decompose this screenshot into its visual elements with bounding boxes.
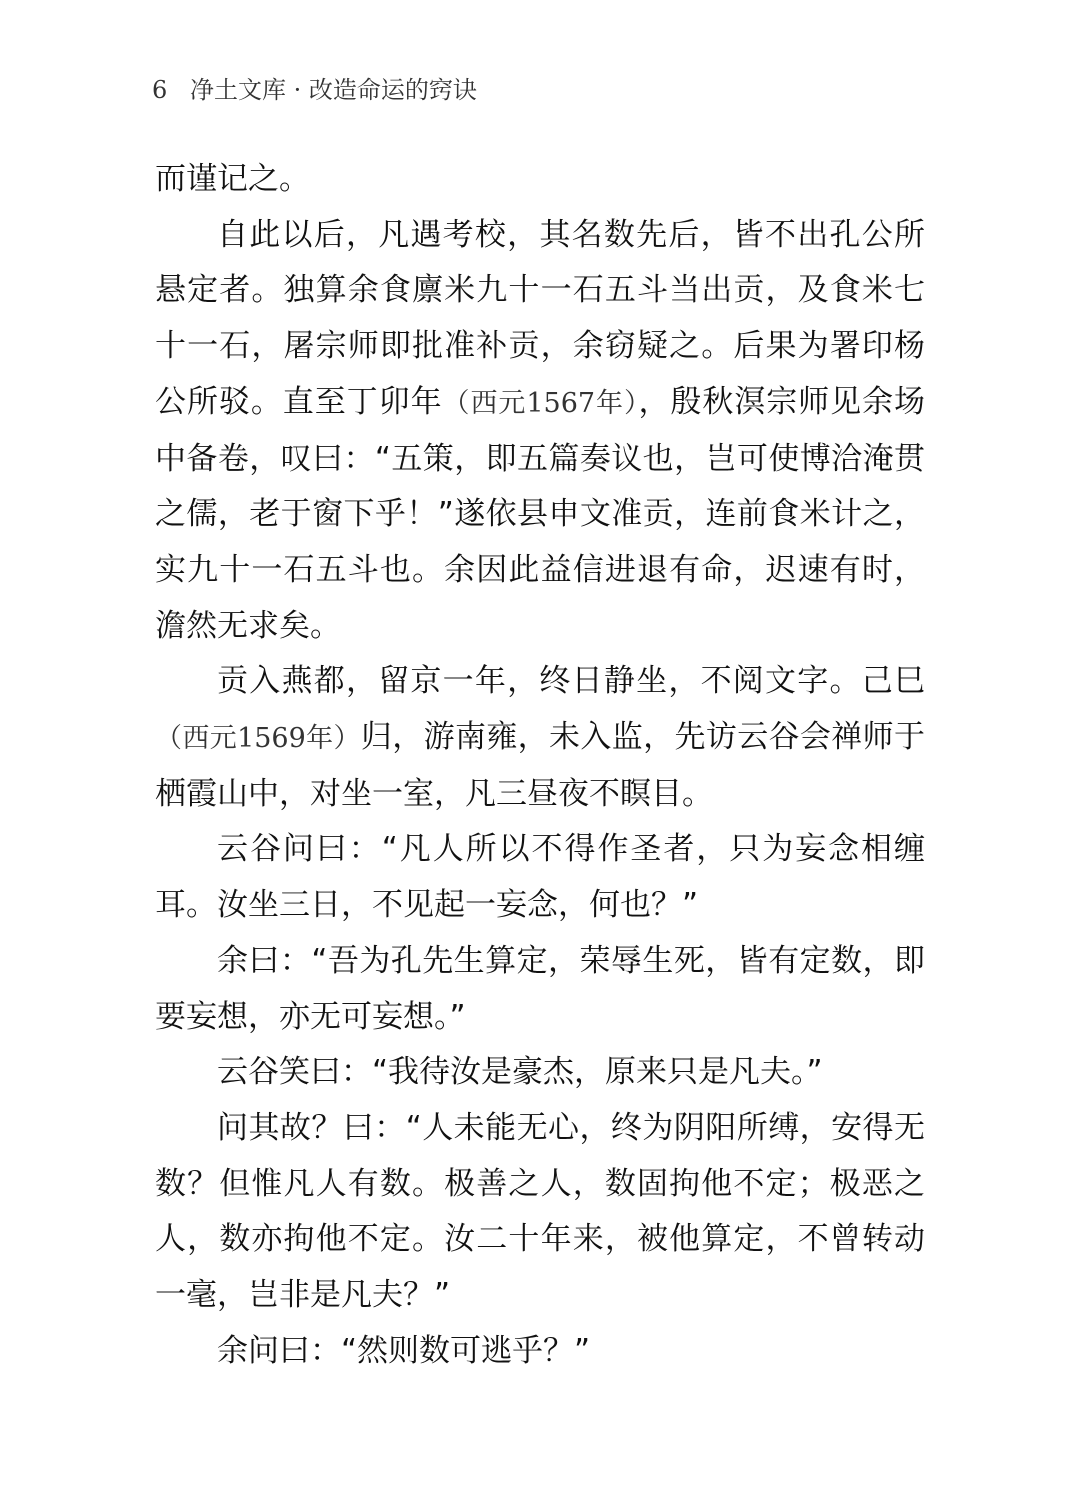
year-note: （西元1567年） (442, 387, 639, 419)
paragraph-text: ，殷秋溟宗师见余 (638, 383, 895, 420)
paragraph-text: 云谷问曰：“凡人所以不得作圣者，只为妄念相缠耳。汝坐三日，不见起一妄念，何也？” (155, 831, 925, 924)
paragraph (155, 654, 925, 822)
running-title: 净土文库 · 改造命运的窍诀 (190, 76, 477, 104)
running-header (152, 70, 477, 105)
paragraph (155, 822, 925, 933)
body-text (155, 152, 925, 1379)
paragraph (155, 1101, 925, 1324)
page-number: 6 (152, 76, 168, 104)
paragraph-text: 问其故？曰：“人未能无心，终为阴阳所缚，安得无数？但惟凡人有数。极善之人，数固拘他不定；极恶之人，数亦拘他不定。汝二十年来，被他算定，不曾转动一毫，岂非是凡夫？” (155, 1109, 925, 1314)
paragraph (155, 1324, 925, 1380)
year-note: （西元1569年） (155, 723, 361, 755)
paragraph (155, 152, 925, 208)
paragraph-text: 而谨记之。 (155, 161, 310, 197)
paragraph-text: 余问曰：“然则数可逃乎？” (217, 1332, 591, 1369)
paragraph-text: 贡入燕都，留京一年，终日静坐，不阅文字。己巳 (217, 663, 925, 700)
paragraph-text: 场中备卷，叹曰：“五策，即五篇奏议也，岂可使博洽淹贯之儒，老于窗下乎！”遂依县申文准贡，连前食米计之，实九十一石五斗也。余因此益信进退有命，迟速有时，澹然无求矣。 (155, 383, 926, 644)
paragraph-text: 自此以后，凡遇考校，其名数先后，皆不出孔公所悬定者。独算余食廪米九十一石五斗当出贡，及食米七十一石，屠宗师即批准补贡，余窃疑之。后果为署印杨公所驳。直至丁卯年 (155, 216, 925, 420)
paragraph (155, 208, 925, 655)
paragraph-text: 归，游南雍，未入监，先访云谷会禅师于栖霞山中，对坐一室，凡三昼夜不瞑目。 (155, 719, 925, 812)
paragraph-text: 云谷笑曰：“我待汝是豪杰，原来只是凡夫。” (217, 1054, 823, 1091)
paragraph (155, 934, 925, 1045)
paragraph-text: 余曰：“吾为孔先生算定，荣辱生死，皆有定数，即要妄想，亦无可妄想。” (155, 942, 925, 1035)
paragraph (155, 1045, 925, 1101)
